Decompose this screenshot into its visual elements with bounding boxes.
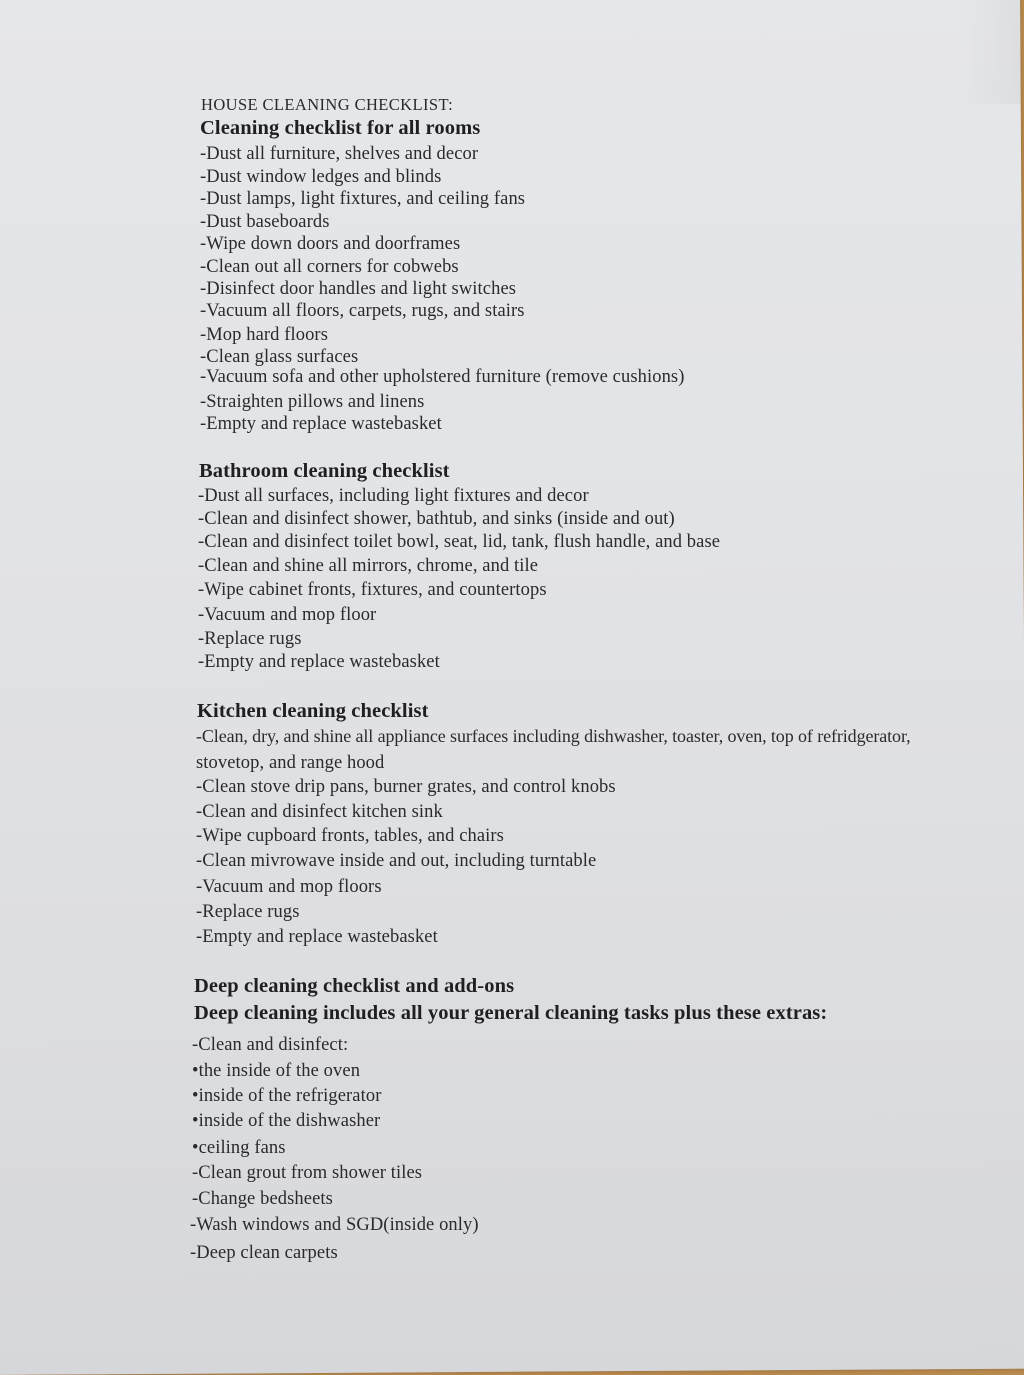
list-item: •the inside of the oven — [192, 1061, 361, 1081]
list-item: •inside of the dishwasher — [192, 1111, 381, 1131]
list-item: -Straighten pillows and linens — [200, 392, 425, 412]
list-item: -Vacuum all floors, carpets, rugs, and stairs — [200, 301, 525, 321]
list-item: -Empty and replace wastebasket — [198, 652, 440, 672]
list-item: -Dust window ledges and blinds — [200, 167, 442, 187]
list-item: -Clean and shine all mirrors, chrome, and tile — [198, 556, 539, 576]
list-item: -Empty and replace wastebasket — [196, 927, 438, 947]
section-heading-all-rooms: Cleaning checklist for all rooms — [200, 117, 481, 139]
list-item: -Clean and disinfect: — [192, 1035, 349, 1055]
list-item: -Clean grout from shower tiles — [192, 1163, 423, 1183]
list-item: -Vacuum and mop floors — [196, 877, 382, 897]
list-item: -Clean and disinfect shower, bathtub, and sinks (inside and out) — [198, 509, 675, 529]
list-item: -Wash windows and SGD(inside only) — [190, 1215, 479, 1235]
list-item: -Clean glass surfaces — [200, 347, 359, 367]
list-item: -Dust lamps, light fixtures, and ceiling fans — [200, 189, 526, 209]
list-item: -Deep clean carpets — [190, 1243, 338, 1263]
list-item: -Change bedsheets — [192, 1189, 333, 1209]
section-heading-kitchen: Kitchen cleaning checklist — [197, 700, 429, 722]
list-item: -Clean mivrowave inside and out, including turntable — [196, 851, 597, 871]
list-item: -Clean and disinfect kitchen sink — [196, 802, 443, 822]
list-item: -Vacuum and mop floor — [198, 605, 377, 625]
list-item: stovetop, and range hood — [196, 753, 385, 773]
section-heading-deep-cleaning: Deep cleaning checklist and add-ons — [194, 975, 515, 997]
list-item: -Wipe cupboard fronts, tables, and chairs — [196, 826, 504, 846]
section-subheading-deep-cleaning: Deep cleaning includes all your general cleaning tasks plus these extras: — [194, 1002, 828, 1024]
document-title: HOUSE CLEANING CHECKLIST: — [201, 95, 454, 114]
list-item: -Empty and replace wastebasket — [200, 414, 442, 434]
list-item: -Mop hard floors — [200, 325, 328, 345]
list-item: •inside of the refrigerator — [192, 1086, 382, 1106]
list-item: -Replace rugs — [196, 902, 300, 922]
list-item: -Dust all furniture, shelves and decor — [200, 144, 479, 164]
list-item: -Clean, dry, and shine all appliance surfaces including dishwasher, toaster, oven, top of refridgerator, — [196, 726, 911, 746]
section-heading-bathroom: Bathroom cleaning checklist — [199, 460, 450, 482]
list-item: -Dust baseboards — [200, 212, 330, 232]
list-item: -Wipe down doors and doorframes — [200, 234, 461, 254]
list-item: -Wipe cabinet fronts, fixtures, and countertops — [198, 580, 547, 600]
list-item: -Clean out all corners for cobwebs — [200, 257, 459, 277]
list-item: -Vacuum sofa and other upholstered furniture (remove cushions) — [200, 367, 685, 387]
list-item: -Disinfect door handles and light switches — [200, 279, 517, 299]
list-item: -Clean and disinfect toilet bowl, seat, lid, tank, flush handle, and base — [198, 532, 721, 552]
list-item: •ceiling fans — [192, 1138, 286, 1158]
list-item: -Clean stove drip pans, burner grates, and control knobs — [196, 777, 616, 797]
list-item: -Dust all surfaces, including light fixtures and decor — [198, 486, 589, 506]
list-item: -Replace rugs — [198, 629, 302, 649]
